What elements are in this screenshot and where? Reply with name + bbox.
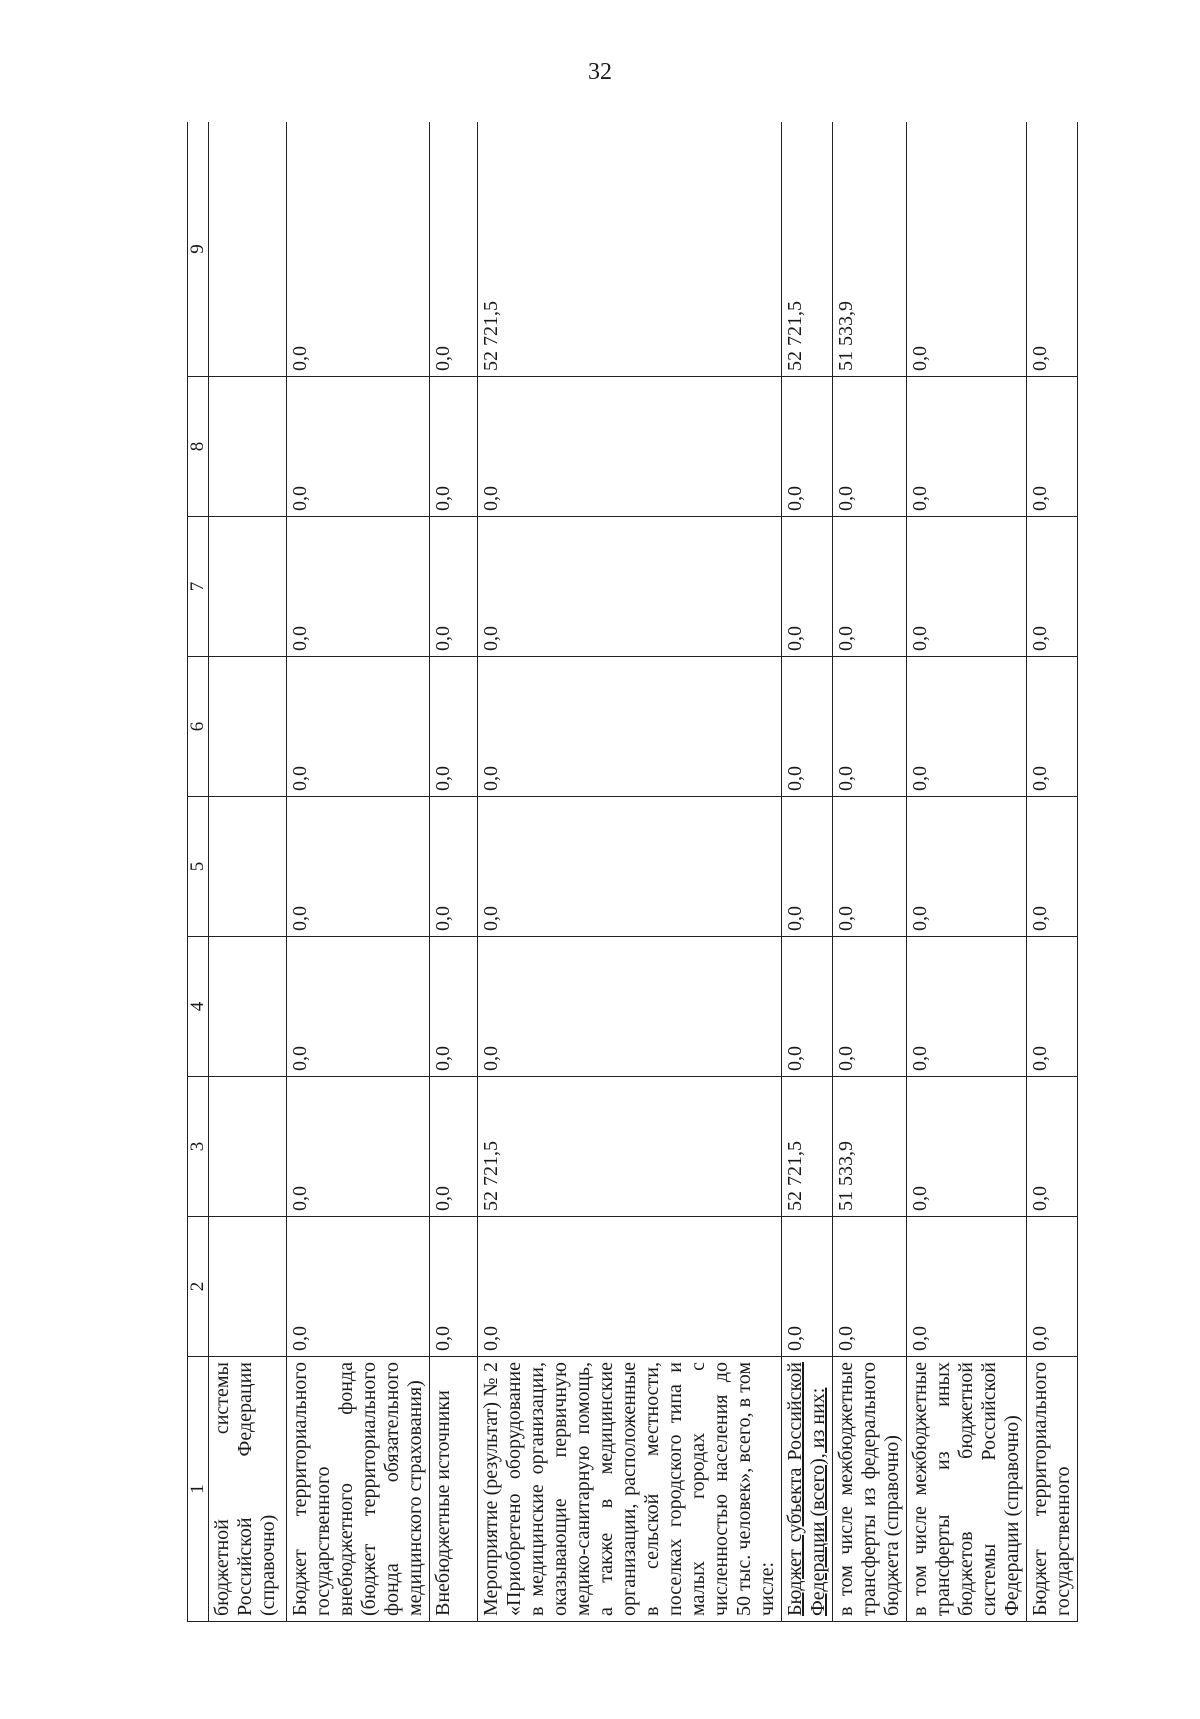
table-cell bbox=[209, 1077, 287, 1217]
table-cell: 0,0 bbox=[287, 1077, 430, 1217]
table-cell: 0,0 bbox=[833, 377, 907, 517]
table-cell: 0,0 bbox=[1027, 1077, 1078, 1217]
table-cell: 0,0 bbox=[907, 797, 1027, 937]
table-cell: 0,0 bbox=[782, 1217, 833, 1357]
table-cell bbox=[209, 1217, 287, 1357]
table-cell: 0,0 bbox=[430, 797, 478, 937]
table-cell: 0,0 bbox=[1027, 377, 1078, 517]
table-row bbox=[478, 122, 782, 1622]
table-cell: 0,0 bbox=[1027, 797, 1078, 937]
row-label: бюджетной системы Российской Федерации (справочно) bbox=[209, 1357, 287, 1622]
table-cell: 0,0 bbox=[782, 797, 833, 937]
row-label: Бюджет территориального государственного bbox=[1027, 1357, 1078, 1622]
table-cell: 0,0 bbox=[907, 517, 1027, 657]
column-header: 7 bbox=[188, 517, 209, 657]
column-header: 4 bbox=[188, 937, 209, 1077]
table-cell: 0,0 bbox=[1027, 122, 1078, 377]
table-cell: 0,0 bbox=[287, 517, 430, 657]
rotated-table-frame bbox=[187, 122, 1099, 1622]
table-cell: 51 533,9 bbox=[833, 122, 907, 377]
table-cell bbox=[209, 517, 287, 657]
table-container bbox=[187, 122, 1099, 1622]
table-cell: 0,0 bbox=[430, 1217, 478, 1357]
table-cell: 0,0 bbox=[430, 122, 478, 377]
table-cell: 0,0 bbox=[430, 1077, 478, 1217]
table-cell: 0,0 bbox=[833, 657, 907, 797]
table-cell: 0,0 bbox=[287, 657, 430, 797]
table-cell: 0,0 bbox=[287, 1217, 430, 1357]
table-cell: 52 721,5 bbox=[478, 122, 782, 377]
table-cell: 0,0 bbox=[907, 122, 1027, 377]
table-row bbox=[287, 122, 430, 1622]
table-cell: 52 721,5 bbox=[478, 1077, 782, 1217]
table-cell: 0,0 bbox=[833, 1217, 907, 1357]
column-header: 9 bbox=[188, 122, 209, 377]
table-row bbox=[209, 122, 287, 1622]
table-cell bbox=[209, 937, 287, 1077]
header-row bbox=[188, 122, 209, 1622]
table-row bbox=[1027, 122, 1078, 1622]
table-cell: 0,0 bbox=[1027, 937, 1078, 1077]
table-cell: 0,0 bbox=[478, 657, 782, 797]
table-cell: 0,0 bbox=[287, 937, 430, 1077]
table-cell bbox=[209, 122, 287, 377]
table-cell: 0,0 bbox=[478, 937, 782, 1077]
table-cell: 0,0 bbox=[907, 1217, 1027, 1357]
table-row bbox=[833, 122, 907, 1622]
row-label: в том числе межбюджетные трансферты из иных бюджетов бюджетной системы Российской Федерации (справочно) bbox=[907, 1357, 1027, 1622]
table-cell: 0,0 bbox=[478, 377, 782, 517]
table-cell: 0,0 bbox=[1027, 517, 1078, 657]
table-cell: 0,0 bbox=[782, 517, 833, 657]
row-label: в том числе межбюджетные трансферты из федерального бюджета (справочно) bbox=[833, 1357, 907, 1622]
table-cell: 0,0 bbox=[478, 797, 782, 937]
table-cell: 52 721,5 bbox=[782, 122, 833, 377]
column-header: 6 bbox=[188, 657, 209, 797]
column-header: 5 bbox=[188, 797, 209, 937]
table-cell: 0,0 bbox=[782, 657, 833, 797]
row-label: Внебюджетные источники bbox=[430, 1357, 478, 1622]
table-cell: 0,0 bbox=[907, 377, 1027, 517]
row-label: Бюджет субъекта Российской Федерации (всего), из них: bbox=[782, 1357, 833, 1622]
table-cell: 0,0 bbox=[287, 377, 430, 517]
table-cell: 0,0 bbox=[478, 517, 782, 657]
table-row bbox=[430, 122, 478, 1622]
table-cell: 0,0 bbox=[287, 797, 430, 937]
table-cell: 0,0 bbox=[782, 937, 833, 1077]
column-header: 3 bbox=[188, 1077, 209, 1217]
table-cell: 0,0 bbox=[430, 377, 478, 517]
column-header: 1 bbox=[188, 1357, 209, 1622]
table-cell: 52 721,5 bbox=[782, 1077, 833, 1217]
column-header: 8 bbox=[188, 377, 209, 517]
column-header: 2 bbox=[188, 1217, 209, 1357]
table-cell: 0,0 bbox=[907, 657, 1027, 797]
table-cell: 0,0 bbox=[833, 517, 907, 657]
table-cell: 0,0 bbox=[907, 1077, 1027, 1217]
table-cell: 0,0 bbox=[430, 937, 478, 1077]
table-cell: 51 533,9 bbox=[833, 1077, 907, 1217]
table-cell: 0,0 bbox=[478, 1217, 782, 1357]
table-cell: 0,0 bbox=[833, 797, 907, 937]
budget-table bbox=[187, 122, 1078, 1622]
table-row bbox=[782, 122, 833, 1622]
table-cell: 0,0 bbox=[1027, 657, 1078, 797]
table-row bbox=[907, 122, 1027, 1622]
table-cell: 0,0 bbox=[1027, 1217, 1078, 1357]
page-number: 32 bbox=[588, 59, 612, 85]
table-cell bbox=[209, 797, 287, 937]
table-cell: 0,0 bbox=[833, 937, 907, 1077]
table-cell: 0,0 bbox=[907, 937, 1027, 1077]
table-cell bbox=[209, 377, 287, 517]
row-label: Бюджет территориального государственного внебюджетного фонда (бюджет территориального фонда обязательного медицинского страхования) bbox=[287, 1357, 430, 1622]
table-cell bbox=[209, 657, 287, 797]
table-cell: 0,0 bbox=[430, 657, 478, 797]
table-cell: 0,0 bbox=[287, 122, 430, 377]
table-cell: 0,0 bbox=[782, 377, 833, 517]
table-cell: 0,0 bbox=[430, 517, 478, 657]
row-label: Мероприятие (результат) № 2 «Приобретено оборудование в медицинские организации, оказывающие первичную медико-санитарную помощь, а также в медицинские организации, расположенные в сельской местности, поселках городского типа и малых городах с численностью населения до 50 тыс. человек», всего, в том числе: bbox=[478, 1357, 782, 1622]
